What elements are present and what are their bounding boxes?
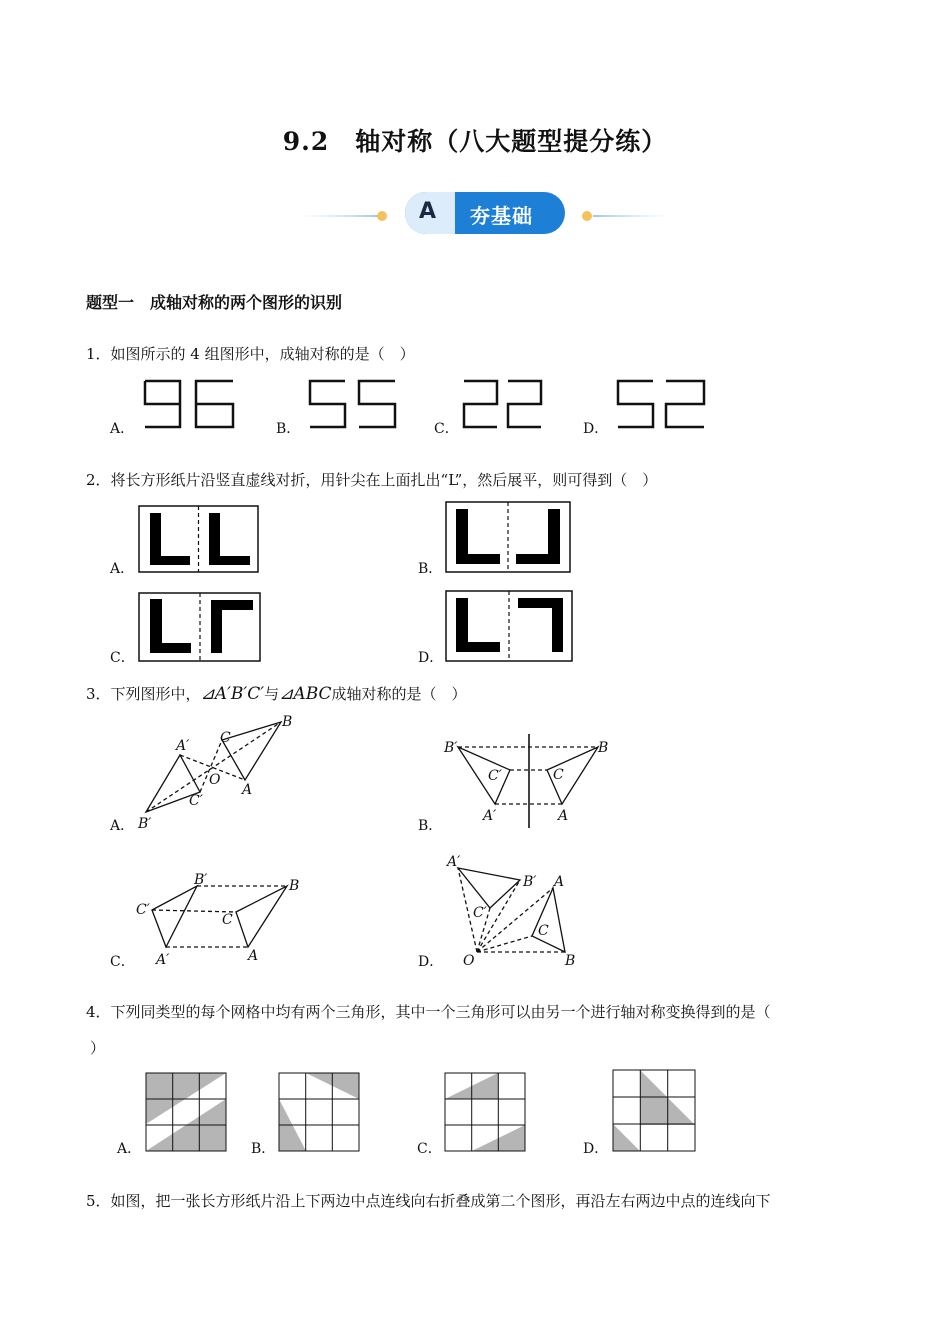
q3b-label-b1: B′ xyxy=(444,740,458,756)
q3d-label-b: B xyxy=(565,953,576,969)
q3d-label-a: A xyxy=(554,874,565,890)
q3-option-b-label: B． xyxy=(418,818,443,834)
q4-grid-d xyxy=(613,1070,695,1151)
q2-figure-c xyxy=(139,593,260,661)
q3a-label-o: O xyxy=(209,772,221,788)
q4-option-d-label: D． xyxy=(583,1141,609,1157)
q3-text-after: 成轴对称的是（ ） xyxy=(331,685,467,703)
q1-figure-c xyxy=(464,381,541,427)
q1-option-b-label: B． xyxy=(276,421,301,437)
q2-option-b-label: B． xyxy=(418,561,443,577)
q3-option-c-label: C． xyxy=(110,954,135,970)
q2-option-a-label: A． xyxy=(110,561,135,577)
page-title: 9.2 轴对称（八大题型提分练） xyxy=(282,127,668,156)
q1-figure-a xyxy=(145,381,233,427)
q3-option-a-label: A． xyxy=(110,818,135,834)
question-2-text: 2．将长方形纸片沿竖直虚线对折，用针尖在上面扎出“L”，然后展平，则可得到（ ） xyxy=(86,471,658,489)
q2-figure-b xyxy=(446,502,570,572)
q1-option-d-label: D． xyxy=(583,421,609,437)
q3d-label-a1: A′ xyxy=(447,854,461,870)
q4-grid-b xyxy=(279,1073,359,1151)
q3c-label-b: B xyxy=(289,878,300,894)
badge-text: 夯基础 xyxy=(470,204,533,228)
q3-text-mid: 与 xyxy=(264,685,280,703)
q3c-label-b1: B′ xyxy=(194,872,208,888)
q3-triangle-prime: ⊿A′B′C′ xyxy=(200,684,265,704)
q3-text-before: 3．下列图形中， xyxy=(86,685,201,703)
q1-figure-b xyxy=(310,381,395,427)
q3-figure-c xyxy=(136,872,299,968)
q3-figures xyxy=(0,700,950,980)
q2-figures xyxy=(0,500,950,670)
q4-option-b-label: B． xyxy=(251,1141,276,1157)
q4-option-c-label: C． xyxy=(417,1141,442,1157)
q3d-label-c1: C′ xyxy=(473,905,487,921)
q3c-label-c: C xyxy=(222,912,233,928)
q3b-label-c: C xyxy=(553,767,564,783)
question-4-text-cont: ） xyxy=(90,1039,106,1057)
q3c-label-a: A xyxy=(248,948,259,964)
q3a-label-c: C xyxy=(220,730,231,746)
q4-grid-a xyxy=(146,1073,226,1151)
q3b-label-a1: A′ xyxy=(483,808,497,824)
q4-figures xyxy=(0,1060,950,1160)
q3b-label-b: B xyxy=(598,740,609,756)
question-5-text: 5．如图，把一张长方形纸片沿上下两边中点连线向右折叠成第二个图形，再沿左右两边中点的连线向下 xyxy=(86,1192,771,1210)
q3b-label-a: A xyxy=(558,808,569,824)
q3a-label-a: A xyxy=(242,782,253,798)
question-1-text: 1．如图所示的 4 组图形中，成轴对称的是（ ） xyxy=(86,345,415,363)
q2-figure-a xyxy=(139,506,258,572)
q2-option-c-label: C． xyxy=(110,650,135,666)
q3-figure-b xyxy=(443,734,608,828)
q3a-label-c1: C′ xyxy=(189,793,203,809)
section-badge xyxy=(298,190,673,238)
q3d-label-b1: B′ xyxy=(523,874,537,890)
question-4-text: 4．下列同类型的每个网格中均有两个三角形，其中一个三角形可以由另一个进行轴对称变换得到的是（ xyxy=(86,1003,771,1021)
q3a-label-b: B xyxy=(282,714,293,730)
q3a-label-b1: B′ xyxy=(138,816,152,832)
q1-figures xyxy=(0,370,950,440)
q3a-label-a1: A′ xyxy=(176,738,190,754)
q3-option-d-label: D． xyxy=(418,954,444,970)
q1-figure-d xyxy=(618,381,704,427)
q3d-label-o: O xyxy=(463,953,475,969)
q3-figure-d xyxy=(445,854,575,969)
q4-option-a-label: A． xyxy=(117,1141,142,1157)
q3c-label-a1: A′ xyxy=(156,952,170,968)
q1-option-a-label: A． xyxy=(110,421,135,437)
q2-figure-d xyxy=(446,591,572,661)
q3b-label-c1: C′ xyxy=(488,768,502,784)
q3-triangle-abc: ⊿ABC xyxy=(279,684,332,704)
q4-grid-c xyxy=(445,1073,525,1151)
q3-figure-a xyxy=(137,714,292,832)
badge-letter: A xyxy=(419,199,437,224)
q3c-label-c1: C′ xyxy=(136,902,150,918)
q1-option-c-label: C． xyxy=(434,421,459,437)
section-title: 题型一 成轴对称的两个图形的识别 xyxy=(86,293,343,312)
q2-option-d-label: D． xyxy=(418,650,444,666)
q3d-label-c: C xyxy=(538,923,549,939)
